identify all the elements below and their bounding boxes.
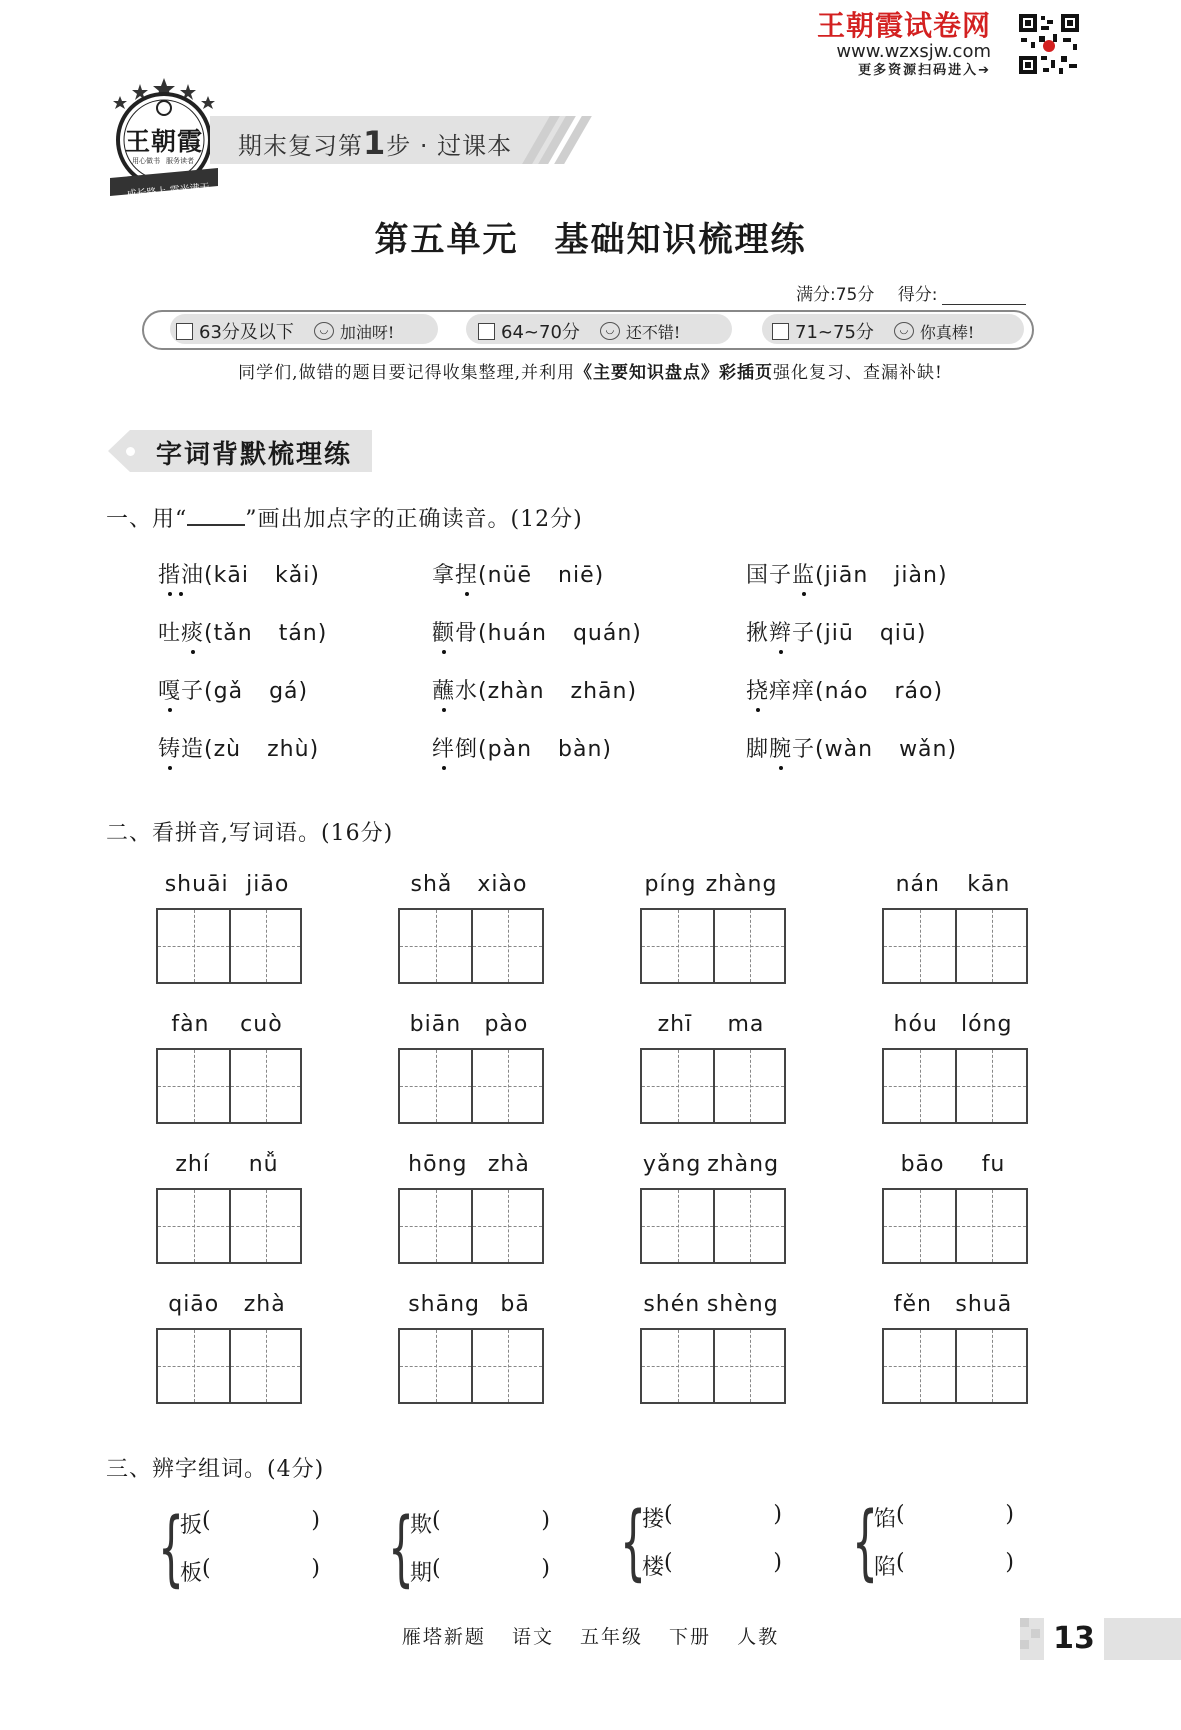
score-line xyxy=(796,280,1026,305)
pinyin-label xyxy=(156,1152,298,1177)
qr-code-icon[interactable] xyxy=(1017,12,1081,76)
writing-cell[interactable] xyxy=(955,1050,1026,1122)
pinyin-syllable: kān xyxy=(967,872,1011,897)
pinyin-option-b[interactable]: zhù xyxy=(267,737,310,762)
page-title: 第五单元 基础知识梳理练 xyxy=(374,220,807,260)
dotted-char: 腕 xyxy=(769,737,793,762)
pinyin-label xyxy=(882,1292,1024,1317)
pinyin-label xyxy=(640,1152,782,1177)
smiley-icon: ◡ xyxy=(600,322,620,340)
pinyin-syllable: ma xyxy=(727,1012,765,1037)
pinyin-syllable: xiào xyxy=(477,872,528,897)
footer-text: 雁塔新题 语文 五年级 下册 人教 xyxy=(401,1626,780,1648)
score-blank[interactable] xyxy=(942,288,1026,305)
pinyin-options: (náo ráo) xyxy=(815,679,944,704)
char: 馅 xyxy=(874,1507,897,1532)
pinyin-option-b[interactable]: tán xyxy=(278,621,318,646)
pinyin-option-b[interactable]: jiàn xyxy=(894,563,938,588)
q1-word: 颧骨 xyxy=(432,621,479,646)
smiley-icon: ◡ xyxy=(314,322,334,340)
writing-cell[interactable] xyxy=(158,910,229,982)
page-deco xyxy=(1020,1640,1029,1649)
writing-cell[interactable] xyxy=(884,1190,955,1262)
pinyin-option-a[interactable]: tǎn xyxy=(213,621,253,646)
pinyin-option-a[interactable]: zù xyxy=(213,737,242,762)
pinyin-syllable: shèng xyxy=(706,1292,779,1317)
brand-tip: 更多资源扫码进入➔ xyxy=(858,63,991,78)
word-blank[interactable]: 陷 ( ) xyxy=(874,1550,1014,1580)
char: 欺 xyxy=(410,1513,433,1538)
dotted-char: 颧 xyxy=(432,621,456,646)
pinyin-options: (kāi kǎi) xyxy=(204,563,320,588)
word-blank[interactable]: 扳 ( ) xyxy=(180,1508,320,1538)
score-get-label: 得分: xyxy=(897,285,938,305)
dotted-char: 嘎 xyxy=(158,679,182,704)
step-label xyxy=(238,124,512,162)
pinyin-option-b[interactable]: ráo xyxy=(894,679,934,704)
writing-grid xyxy=(398,1048,544,1124)
pinyin-option-a[interactable]: wàn xyxy=(824,737,874,762)
notice-pre: 同学们,做错的题目要记得收集整理,并利用 xyxy=(238,363,575,383)
pinyin-syllable: fàn xyxy=(171,1012,210,1037)
pinyin-option-a[interactable]: pàn xyxy=(487,737,533,762)
char: 期 xyxy=(410,1561,433,1586)
pinyin-label xyxy=(398,1292,540,1317)
q1-item[interactable] xyxy=(432,616,642,647)
pinyin-label xyxy=(398,872,540,897)
dotted-char: 捏 xyxy=(455,563,479,588)
writing-cell[interactable] xyxy=(471,910,542,982)
q1-word: 国子监 xyxy=(746,563,816,588)
pinyin-options: (wàn wǎn) xyxy=(815,737,958,762)
pinyin-syllable: nǚ xyxy=(248,1152,279,1177)
pinyin-syllable: hōng xyxy=(408,1152,468,1177)
q1-item[interactable] xyxy=(158,616,327,647)
word-blank[interactable]: 搂 ( ) xyxy=(642,1502,782,1532)
underline-sample xyxy=(187,504,245,526)
logo-motto-right: 服务读者 xyxy=(166,157,194,165)
writing-cell[interactable] xyxy=(713,1190,784,1262)
writing-cell[interactable] xyxy=(884,1050,955,1122)
pinyin-label xyxy=(882,1152,1024,1177)
pinyin-label xyxy=(398,1152,540,1177)
char: 扳 xyxy=(180,1513,203,1538)
pinyin-label xyxy=(156,1012,298,1037)
writing-cell[interactable] xyxy=(713,1050,784,1122)
pinyin-option-b[interactable]: quán xyxy=(572,621,633,646)
char: 搂 xyxy=(642,1507,665,1532)
checkbox[interactable] xyxy=(478,323,495,340)
pinyin-syllable: pào xyxy=(484,1012,529,1037)
word-blank[interactable]: 欺 ( ) xyxy=(410,1508,550,1538)
logo-ribbon: 成长路上 霞光满天 xyxy=(126,182,211,201)
writing-grid xyxy=(882,1188,1028,1264)
pinyin-syllable: zhà xyxy=(243,1292,286,1317)
pinyin-options: (pàn bàn) xyxy=(478,737,612,762)
pinyin-syllable: nán xyxy=(895,872,940,897)
q1-word: 蘸水 xyxy=(432,679,479,704)
pinyin-syllable: píng xyxy=(644,872,697,897)
writing-grid xyxy=(640,908,786,984)
pinyin-option-a[interactable]: gǎ xyxy=(213,679,244,704)
pinyin-label xyxy=(398,1012,540,1037)
dotted-char: 绊 xyxy=(432,737,456,762)
q1-item[interactable] xyxy=(158,558,320,589)
q1-word: 揩油 xyxy=(158,563,205,588)
writing-cell[interactable] xyxy=(642,1050,713,1122)
pinyin-syllable: fu xyxy=(981,1152,1006,1177)
grade-option-2[interactable] xyxy=(478,318,680,344)
pinyin-option-a[interactable]: náo xyxy=(824,679,869,704)
q1-item[interactable] xyxy=(158,732,319,763)
pinyin-option-b[interactable]: niē xyxy=(558,563,595,588)
writing-cell[interactable] xyxy=(955,910,1026,982)
writing-cell[interactable] xyxy=(642,1330,713,1402)
dotted-char: 挠 xyxy=(746,679,770,704)
grade-range: 63分及以下 xyxy=(199,322,294,343)
pinyin-option-b[interactable]: gá xyxy=(269,679,299,704)
q1-word: 铸造 xyxy=(158,737,205,762)
writing-cell[interactable] xyxy=(884,910,955,982)
word-blank[interactable]: 期 ( ) xyxy=(410,1556,550,1586)
writing-cell[interactable] xyxy=(229,1190,300,1262)
logo-name: 王朝霞 xyxy=(124,127,203,156)
pinyin-options: (gǎ gá) xyxy=(204,679,309,704)
writing-cell[interactable] xyxy=(158,1330,229,1402)
writing-grid xyxy=(882,1048,1028,1124)
pinyin-option-b[interactable]: kǎi xyxy=(274,563,311,588)
writing-grid xyxy=(640,1328,786,1404)
writing-grid xyxy=(398,1188,544,1264)
writing-cell[interactable] xyxy=(471,1190,542,1262)
dotted-char: 蘸 xyxy=(432,679,456,704)
brace-icon: { xyxy=(158,1501,185,1596)
pinyin-option-a[interactable]: huán xyxy=(487,621,547,646)
q1-item[interactable] xyxy=(432,732,612,763)
brand-url[interactable]: www.wzxsjw.com xyxy=(836,41,991,62)
pinyin-options: (zhàn zhān) xyxy=(478,679,638,704)
word-blank[interactable]: 板 ( ) xyxy=(180,1556,320,1586)
notice-text xyxy=(0,358,1181,383)
pinyin-syllable: jiāo xyxy=(246,872,290,897)
writing-cell[interactable] xyxy=(955,1330,1026,1402)
q1-word: 嘎子 xyxy=(158,679,205,704)
writing-cell[interactable] xyxy=(229,910,300,982)
writing-grid xyxy=(156,1188,302,1264)
full-score: 满分:75分 xyxy=(796,285,875,305)
pinyin-option-b[interactable]: wǎn xyxy=(899,737,948,762)
writing-cell[interactable] xyxy=(713,910,784,982)
q1-item[interactable] xyxy=(432,674,637,705)
pinyin-options: (huán quán) xyxy=(478,621,642,646)
writing-cell[interactable] xyxy=(955,1190,1026,1262)
pinyin-syllable: cuò xyxy=(240,1012,283,1037)
dotted-char: 监 xyxy=(792,563,816,588)
char: 楼 xyxy=(642,1555,665,1580)
writing-cell[interactable] xyxy=(471,1330,542,1402)
section-dot xyxy=(126,447,135,456)
pinyin-option-b[interactable]: bàn xyxy=(558,737,603,762)
pinyin-label xyxy=(156,872,298,897)
pinyin-syllable: fěn xyxy=(893,1292,932,1317)
pinyin-label xyxy=(156,1292,298,1317)
writing-cell[interactable] xyxy=(642,910,713,982)
pinyin-options: (jiān jiàn) xyxy=(815,563,948,588)
pinyin-option-a[interactable]: zhàn xyxy=(487,679,545,704)
grade-cheer: 还不错! xyxy=(625,322,681,342)
q2-heading: 二、看拼音,写词语。(16分) xyxy=(106,821,394,846)
notice-post: 强化复习、查漏补缺! xyxy=(772,363,943,383)
writing-grid xyxy=(398,908,544,984)
char: 板 xyxy=(180,1561,203,1586)
writing-grid xyxy=(156,1328,302,1404)
q1-head-post: ”画出加点字的正确读音。(12分) xyxy=(245,507,583,532)
section-title: 字词背默梳理练 xyxy=(156,440,353,470)
q1-item[interactable] xyxy=(158,674,308,705)
page-deco xyxy=(1020,1618,1029,1627)
brace-icon: { xyxy=(852,1495,879,1590)
pinyin-option-a[interactable]: jiū xyxy=(824,621,854,646)
writing-cell[interactable] xyxy=(884,1330,955,1402)
grade-option-1[interactable] xyxy=(176,318,394,344)
grade-cheer: 加油呀! xyxy=(339,322,395,342)
grade-cheer: 你真棒! xyxy=(919,322,975,342)
pinyin-syllable: qiāo xyxy=(168,1292,220,1317)
writing-grid xyxy=(156,1048,302,1124)
pinyin-label xyxy=(640,872,782,897)
pinyin-syllable: zhàng xyxy=(707,1152,780,1177)
pinyin-option-b[interactable]: zhān xyxy=(570,679,628,704)
q1-head-pre: 一、用“ xyxy=(106,507,188,532)
q1-item[interactable] xyxy=(746,674,943,705)
char: 陷 xyxy=(874,1555,897,1580)
pinyin-option-b[interactable]: qiū xyxy=(879,621,917,646)
pinyin-syllable: yǎng xyxy=(642,1152,702,1177)
writing-cell[interactable] xyxy=(229,1050,300,1122)
writing-cell[interactable] xyxy=(229,1330,300,1402)
q1-word: 脚腕子 xyxy=(746,737,816,762)
q3-heading: 三、辨字组词。(4分) xyxy=(106,1457,325,1482)
pinyin-syllable: hóu xyxy=(893,1012,938,1037)
q1-word: 绊倒 xyxy=(432,737,479,762)
q1-item[interactable] xyxy=(432,558,604,589)
pinyin-syllable: zhí xyxy=(175,1152,210,1177)
pinyin-syllable: bā xyxy=(500,1292,530,1317)
writing-grid xyxy=(640,1048,786,1124)
writing-cell[interactable] xyxy=(400,1190,471,1262)
pinyin-syllable: shuā xyxy=(955,1292,1013,1317)
step-post: 步 · 过课本 xyxy=(386,132,513,160)
dotted-char: 辫 xyxy=(769,621,793,646)
writing-cell[interactable] xyxy=(471,1050,542,1122)
brand-block xyxy=(731,10,991,80)
pinyin-syllable: zhà xyxy=(487,1152,530,1177)
pinyin-syllable: biān xyxy=(409,1012,462,1037)
pinyin-syllable: lóng xyxy=(960,1012,1013,1037)
q1-word: 挠痒痒 xyxy=(746,679,816,704)
pinyin-label xyxy=(882,872,1024,897)
dotted-char: 铸 xyxy=(158,737,182,762)
writing-cell[interactable] xyxy=(158,1050,229,1122)
brace-icon: { xyxy=(620,1495,647,1590)
word-blank[interactable]: 楼 ( ) xyxy=(642,1550,782,1580)
writing-cell[interactable] xyxy=(400,1050,471,1122)
pinyin-syllable: zhàng xyxy=(705,872,778,897)
q1-item[interactable] xyxy=(746,558,948,589)
smiley-icon: ◡ xyxy=(894,322,914,340)
checkbox[interactable] xyxy=(772,323,789,340)
page-deco xyxy=(1031,1629,1040,1638)
pinyin-syllable: shāng xyxy=(408,1292,480,1317)
step-pre: 期末复习第 xyxy=(238,132,363,160)
writing-grid xyxy=(882,908,1028,984)
pinyin-option-a[interactable]: nüē xyxy=(487,563,533,588)
pinyin-syllable: shén xyxy=(643,1292,701,1317)
grade-range: 71~75分 xyxy=(795,322,874,343)
writing-cell[interactable] xyxy=(158,1190,229,1262)
q1-heading xyxy=(106,502,583,533)
writing-cell[interactable] xyxy=(400,1330,471,1402)
pinyin-label xyxy=(640,1292,782,1317)
pinyin-options: (zù zhù) xyxy=(204,737,320,762)
dotted-char: 痰 xyxy=(181,621,205,646)
pinyin-options: (tǎn tán) xyxy=(204,621,328,646)
logo-motto-left: 用心做书 xyxy=(132,157,160,165)
pinyin-syllable: bāo xyxy=(900,1152,945,1177)
q1-item[interactable] xyxy=(746,616,926,647)
pinyin-syllable: zhī xyxy=(657,1012,693,1037)
pinyin-label xyxy=(640,1012,782,1037)
page-number: 13 xyxy=(1044,1618,1104,1660)
pinyin-options: (nüē niē) xyxy=(478,563,605,588)
q1-item[interactable] xyxy=(746,732,957,763)
pinyin-option-a[interactable]: kāi xyxy=(213,563,249,588)
grade-range: 64~70分 xyxy=(501,322,580,343)
pinyin-syllable: shuāi xyxy=(164,872,229,897)
pinyin-syllable: shǎ xyxy=(410,872,453,897)
writing-cell[interactable] xyxy=(713,1330,784,1402)
brand-name: 王朝霞试卷网 xyxy=(816,9,991,42)
checkbox[interactable] xyxy=(176,323,193,340)
q1-word: 揪辫子 xyxy=(746,621,816,646)
brace-icon: { xyxy=(388,1501,415,1596)
writing-cell[interactable] xyxy=(400,910,471,982)
word-blank[interactable]: 馅 ( ) xyxy=(874,1502,1014,1532)
q1-word: 拿捏 xyxy=(432,563,479,588)
pinyin-option-a[interactable]: jiān xyxy=(824,563,869,588)
writing-grid xyxy=(398,1328,544,1404)
writing-grid xyxy=(156,908,302,984)
writing-cell[interactable] xyxy=(642,1190,713,1262)
notice-bold: 《主要知识盘点》彩插页 xyxy=(574,363,773,383)
pinyin-options: (jiū qiū) xyxy=(815,621,927,646)
writing-grid xyxy=(882,1328,1028,1404)
grade-option-3[interactable] xyxy=(772,318,974,344)
step-num: 1 xyxy=(363,124,387,162)
writing-grid xyxy=(640,1188,786,1264)
pinyin-label xyxy=(882,1012,1024,1037)
q1-word: 吐痰 xyxy=(158,621,205,646)
